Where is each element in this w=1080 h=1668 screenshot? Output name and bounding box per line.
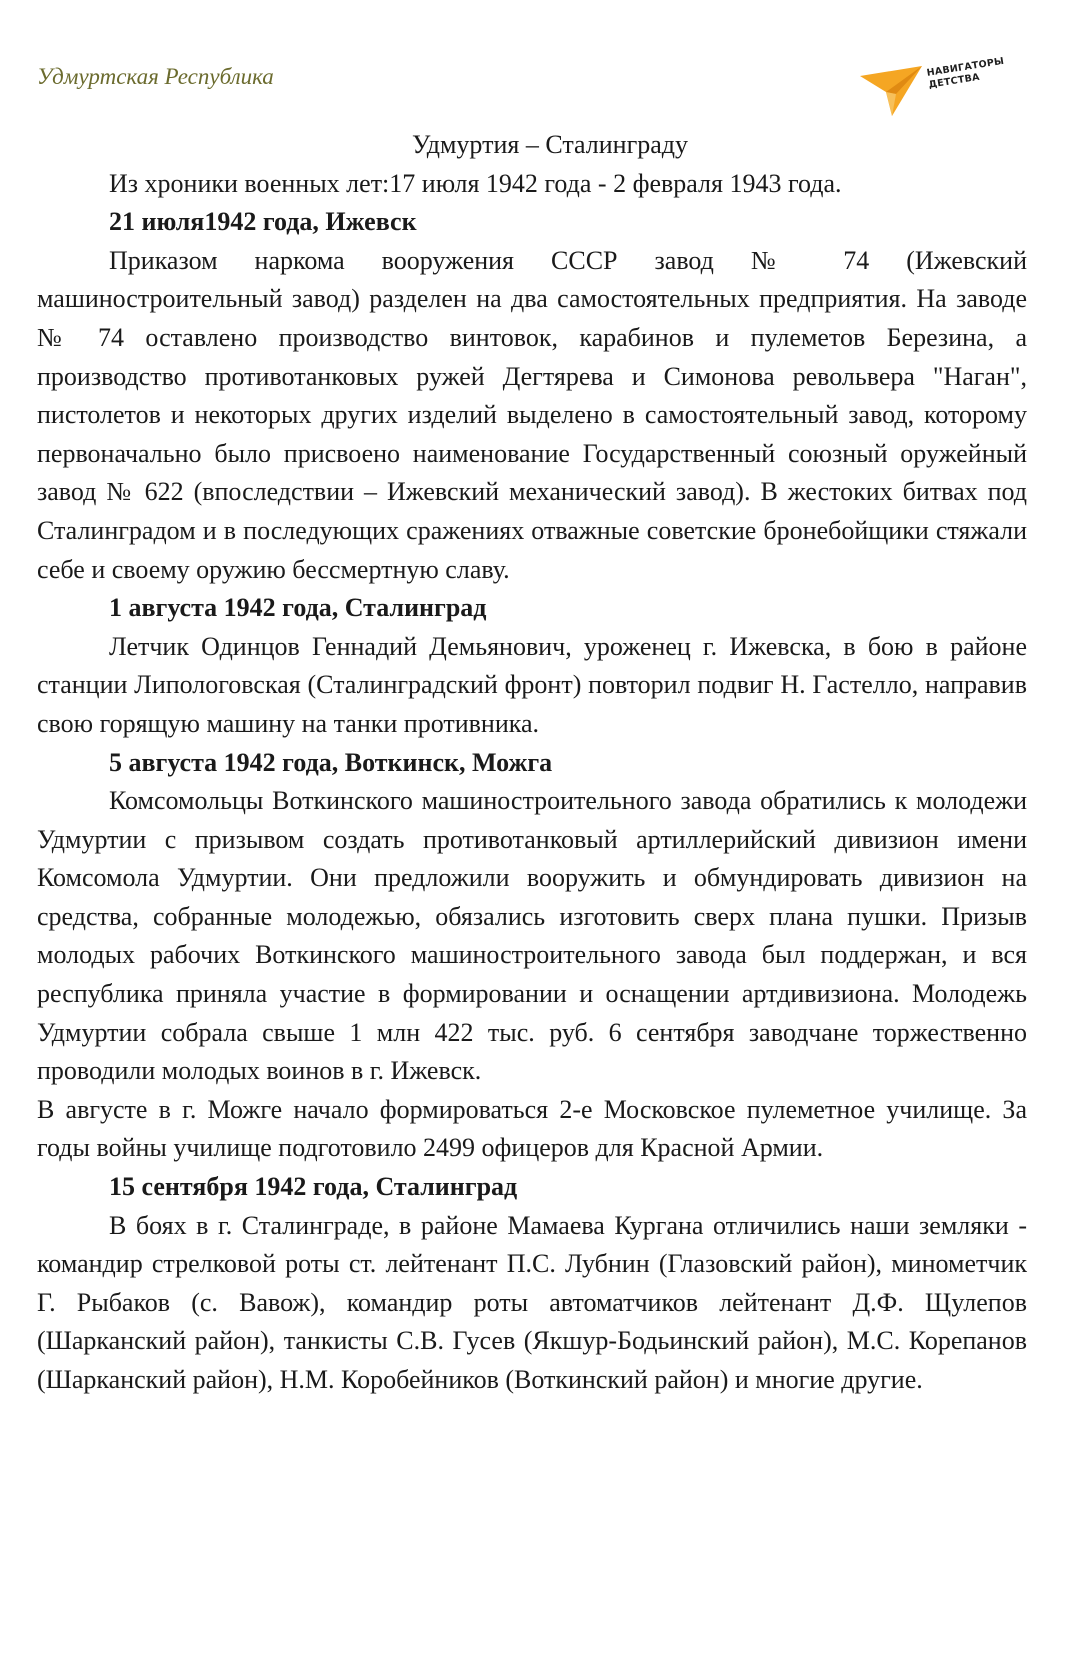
document-body: [37, 126, 1027, 1400]
entry-heading: 1 августа 1942 года, Сталинград: [109, 593, 487, 623]
entry-text: В боях в г. Сталинграде, в районе Мамаева Кургана отличились наши земляки - командир стрелковой роты ст. лейтенант П.С. Лубнин (Глазовский район), минометчик Г. Рыбаков (с. Вавож), командир роты автоматчиков лейтенант Д.Ф. Щулепов (Шарканский район), танкисты С.В. Гусев (Якшур-Бодьинский район), М.С. Корепанов (Шарканский район), Н.М. Коробейников (Воткинский район) и многие другие.: [37, 1210, 1027, 1394]
entry-text: Комсомольцы Воткинского машиностроительного завода обратились к молодежи Удмуртии с призывом создать противотанковый артиллерийский дивизион имени Комсомола Удмуртии. Они предложили вооружить и обмундировать дивизион на средства, собранные молодежью, обязались изготовить сверх плана пушки. Призыв молодых рабочих Воткинского машиностроительного завода был поддержан, и вся республика приняла участие в формировании и оснащении артдивизиона. Молодежь Удмуртии собрала свыше 1 млн 422 тыс. руб. 6 сентября заводчане торжественно проводили молодых воинов в г. Ижевск.: [37, 786, 1027, 1086]
entry-text: Летчик Одинцов Геннадий Демьянович, уроженец г. Ижевска, в бою в районе станции Липологовская (Сталинградский фронт) повторил подвиг Н. Гастелло, направив свою горящую машину на танки противника.: [37, 631, 1027, 738]
logo-text: НАВИГАТОРЫ ДЕТСТВА: [926, 55, 1006, 91]
document-intro: Из хроники военных лет:17 июля 1942 года - 2 февраля 1943 года.: [109, 168, 842, 198]
entry-text: Приказом наркома вооружения СССР завод № 74 (Ижевский машиностроительный завод) разделен на два самостоятельных предприятия. На заводе № 74 оставлено производство винтовок, карабинов и пулеметов Березина, а производство противотанковых ружей Дегтярева и Симонова револьвера "Наган", пистолетов и некоторых других изделий выделено в самостоятельный завод, которому первоначально было присвоено наименование Государственный союзный оружейный завод № 622 (впоследствии – Ижевский механический завод). В жестоких битвах под Сталинградом и в последующих сражениях отважные советские бронебойщики стяжали себе и своему оружию бессмертную славу.: [37, 245, 1027, 584]
entry-heading: 21 июля1942 года, Ижевск: [109, 207, 417, 237]
document-title: Удмуртия – Сталинграду: [411, 130, 689, 159]
region-label: Удмуртская Республика: [37, 64, 274, 89]
entry-text-continued: В августе в г. Можге начало формироваться 2-е Московское пулеметное училище. За годы войны училище подготовило 2499 офицеров для Красной Армии.: [37, 1094, 1027, 1163]
navigators-logo: [858, 55, 1008, 122]
entry-heading: 5 августа 1942 года, Воткинск, Можга: [109, 747, 553, 777]
entry-heading: 15 сентября 1942 года, Сталинград: [109, 1172, 518, 1202]
paper-plane-icon: [858, 60, 928, 122]
